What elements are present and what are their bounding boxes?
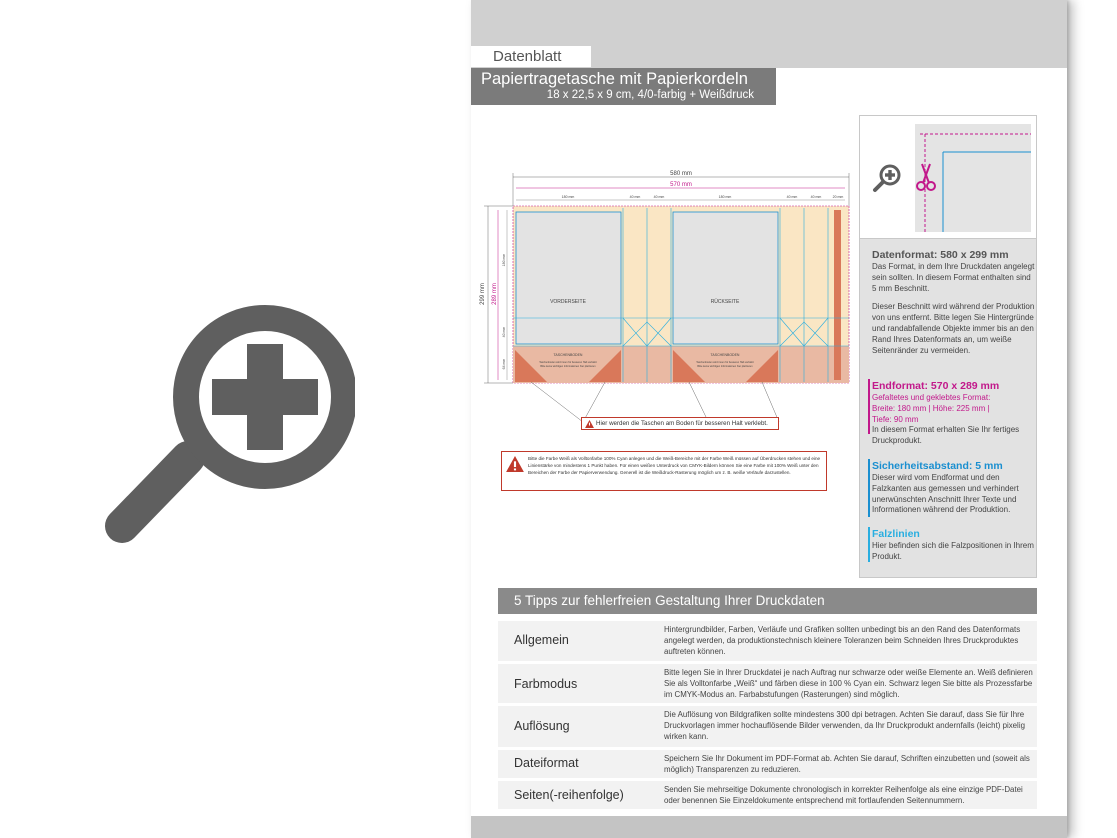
white-print-warning: [501, 451, 827, 491]
pocket-note-back-2: Bitte keine wichtigen Informationen hier platzieren: [697, 365, 753, 368]
tip-name: Seiten(-reihenfolge): [514, 788, 624, 802]
final-height-dim: 289 mm: [492, 283, 498, 305]
total-width-dim: 580 mm: [670, 171, 692, 177]
document-type-label: Datenblatt: [471, 46, 591, 67]
total-height-dim: 299 mm: [480, 283, 486, 305]
tip-text: Die Auflösung von Bildgrafiken sollte mindestens 300 dpi betragen. Achten Sie darauf, dass Sie für Ihre Druckvorlagen immer hochauflösende Bilder verwenden, da Ihr Druckprodukt andernfalls (leicht) pixelig wirken kann.: [664, 710, 1025, 741]
dim-top-7: 20 mm: [832, 195, 844, 199]
endformat-section: [872, 380, 1036, 447]
pocket-title-back: TASCHENBODEN: [710, 353, 740, 357]
endformat-sub-2: Breite: 180 mm | Höhe: 225 mm |: [872, 403, 990, 413]
pocket-note-front: Taschenboden wird innen für besseren Halt verklebt: [539, 361, 597, 364]
warning-icon: [585, 420, 594, 428]
pocket-note-front-2: Bitte keine wichtigen Informationen hier platzieren: [540, 365, 596, 368]
tip-name: Dateiformat: [514, 756, 579, 770]
tip-row-allgemein: [498, 621, 1037, 661]
tip-text: Speichern Sie Ihr Dokument im PDF-Format ab. Achten Sie darauf, Schriften einzubetten und (soweit als möglich) Transparenzen zu reduzieren.: [664, 754, 1030, 774]
scissors-icon: [916, 162, 936, 192]
datenformat-section: [872, 249, 1036, 356]
footer-band: [471, 816, 1067, 838]
dim-top-1: 180 mm: [561, 195, 575, 199]
falz-bar: [868, 527, 870, 562]
endformat-sub-1: Gefaltetes und geklebtes Format:: [872, 393, 991, 402]
tip-name: Auflösung: [514, 719, 570, 733]
tip-row-seiten: [498, 781, 1037, 809]
tip-text: Senden Sie mehrseitige Dokumente chronologisch in korrekter Reihenfolge als eine einzige PDF-Datei oder benennen Sie Einzeldokumente entsprechend mit fortlaufenden Seitennummern.: [664, 785, 1023, 805]
bag-template-drawing: [471, 160, 861, 500]
zoom-in-icon[interactable]: [100, 300, 355, 545]
tip-name: Allgemein: [514, 633, 569, 647]
datenformat-title: Datenformat: 580 x 299 mm: [872, 249, 1009, 261]
pocket-title-front: TASCHENBODEN: [553, 353, 583, 357]
back-label: RÜCKSEITE: [710, 299, 740, 305]
warning-icon: [506, 456, 524, 472]
tip-text: Hintergrundbilder, Farben, Verläufe und Grafiken sollten unbedingt bis an den Rand des Datenformats angelegt werden, da produktionstechnisch kleinere Toleranzen beim Schneiden Ihres Druckproduktes auftreten können.: [664, 625, 1021, 656]
dim-left-2: 40 mm: [502, 326, 506, 338]
glue-hint-text: Hier werden die Taschen am Boden für besseren Halt verklebt.: [596, 420, 768, 427]
dim-left-3: 64 mm: [502, 358, 506, 370]
falz-text: Hier befinden sich die Falzpositionen in Ihrem Produkt.: [872, 541, 1034, 561]
pocket-note-back: Taschenboden wird innen für besseren Halt verklebt: [696, 361, 754, 364]
dim-left-1: 180 mm: [502, 253, 506, 267]
falz-title: Falzlinien: [872, 528, 920, 540]
product-subtitle: 18 x 22,5 x 9 cm, 4/0-farbig + Weißdruck: [546, 89, 754, 101]
tips-header: 5 Tipps zur fehlerfreien Gestaltung Ihrer Druckdaten: [498, 588, 1037, 614]
dim-top-4: 180 mm: [718, 195, 732, 199]
endformat-text: In diesem Format erhalten Sie Ihr fertiges Druckprodukt.: [872, 425, 1020, 446]
zoom-in-icon[interactable]: [872, 162, 904, 194]
white-print-warning-text: Bitte die Farbe Weiß als Volltonfarbe 100% Cyan anlegen und die Weiß-Bereiche mit der Farbe Weiß müssen auf Überdrucken stehen und eine Linienstärke von mindestens 1 Punkt haben. Für einen weißen Unterdruck von CMYK-Bildern können Sie eine Farbe mit 100% Weiß unter den Bereichen der Farbe der Papierverwendung. Generell ist die Weißdruck-Rasterung möglich um z. B. weiße Verläufe darzustellen.: [528, 456, 821, 476]
corner-preview: [859, 115, 1037, 239]
dim-top-5: 40 mm: [786, 195, 798, 199]
dim-top-6: 40 mm: [810, 195, 822, 199]
sicherheit-bar: [868, 459, 870, 517]
tip-text: Bitte legen Sie in Ihrer Druckdatei je nach Auftrag nur schwarze oder weiße Elemente an. Weiß definieren Sie als Volltonfarbe „Weiß“ und färben diese in 100 % Cyan ein. Schwarz legen Sie bitte als Prozessfarbe im CMYK-Modus an. Farbabstufungen (Rasterungen) sind möglich.: [664, 668, 1033, 699]
glue-hint-box: [581, 417, 779, 430]
datasheet-page: [471, 0, 1067, 838]
tip-row-aufloesung: [498, 706, 1037, 747]
endformat-title: Endformat: 570 x 289 mm: [872, 380, 1000, 392]
sicherheit-text: Dieser wird vom Endformat und den Falzkanten aus gemessen und verhindert unerwünschten Anschnitt Ihrer Texte und Informationen während der Produktion.: [872, 473, 1019, 515]
front-label: VORDERSEITE: [550, 299, 586, 305]
dim-top-3: 40 mm: [653, 195, 665, 199]
tip-row-farbmodus: [498, 664, 1037, 703]
format-info-panel: [859, 239, 1037, 578]
final-width-dim: 570 mm: [670, 182, 692, 188]
tip-name: Farbmodus: [514, 677, 578, 691]
product-title: Papiertragetasche mit Papierkordeln: [481, 70, 748, 88]
falz-section: [872, 528, 1036, 563]
datenformat-text-2: Dieser Beschnitt wird während der Produktion von uns entfernt. Bitte legen Sie Hintergründe und randabfallende Objekte immer bis an den Rand Ihres Datenformats an, um weiße Seitenränder zu vermeiden.: [872, 302, 1035, 355]
sicherheit-title: Sicherheitsabstand: 5 mm: [872, 460, 1003, 472]
tip-row-dateiformat: [498, 750, 1037, 778]
sicherheit-section: [872, 460, 1036, 516]
endformat-sub-3: Tiefe: 90 mm: [872, 414, 919, 424]
endformat-bar: [868, 379, 870, 434]
title-box: [471, 68, 776, 105]
dim-top-2: 40 mm: [629, 195, 641, 199]
datenformat-text: Das Format, in dem Ihre Druckdaten angelegt sein sollten. In diesem Format enthalten sind 5 mm Beschnitt.: [872, 262, 1035, 293]
